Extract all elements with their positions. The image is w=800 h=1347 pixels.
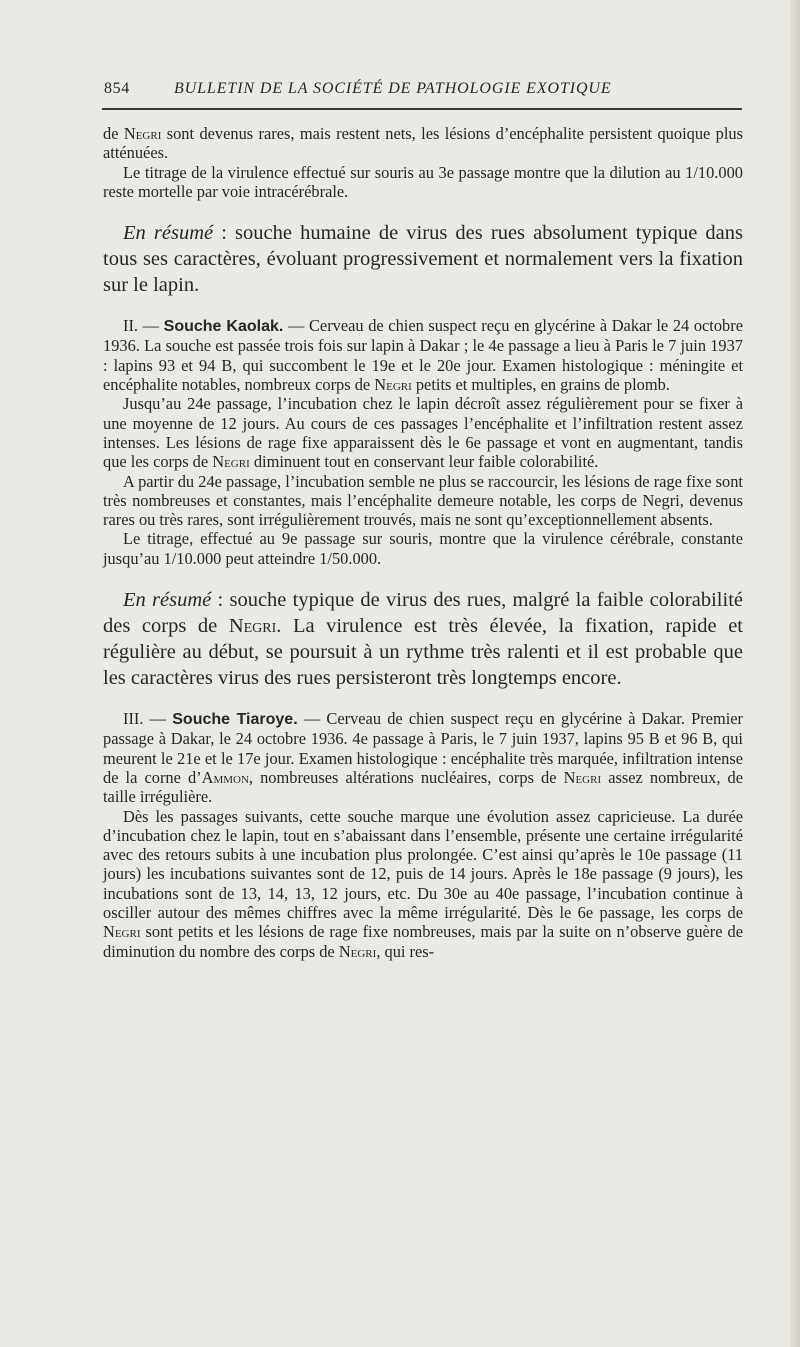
text: Dès les passages suivants, cette souche marque une évolution assez capricieuse. La durée d’incubation chez le lapin, tout en s’abaissant dans l’ensemble, présente une certaine irrégularité avec des retours subits à une incubation plus prolongée. C’est ainsi qu’après le 10e passage (11 jours) les incubations suivantes sont de 12, puis de 14 jours. Après le 18e passage (9 jours), les incubations sont de 13, 14, 13, 12 jours, etc. Du 30e au 40e passage, l’incubation continue à osciller autour des mêmes chiffres avec la même irrégularité. Dès le 6e passage, les corps de xyxy=(103,806,743,923)
text: — Cerveau de chien suspect reçu en glycérine à Dakar. Premier passage à Dakar, le 24 octobre 1936. 4e passage à Paris, le 7 juin 1937, lapins 95 B et 96 B, qui meurent le 21e et le 17e jour. Examen histologique : encéphalite très marquée, infiltration intense de la corne d’ xyxy=(103,709,743,787)
section-paragraph xyxy=(103,709,743,806)
text: de xyxy=(103,124,124,143)
proper-name: Negri xyxy=(374,375,412,395)
paragraph xyxy=(103,124,743,163)
proper-name: Ammon xyxy=(201,767,249,787)
article-body xyxy=(103,124,743,961)
proper-name: Negri xyxy=(103,922,141,942)
text: — Cerveau de chien suspect reçu en glycérine à Dakar le 24 octobre 1936. La souche est passée trois fois sur lapin à Dakar ; le 4e passage a lieu à Paris le 7 juin 1937 : lapins 93 et 94 B, qui succombent le 19e et le 20e jour. Examen histologique : méningite et encéphalite notables, nombreux corps de xyxy=(103,316,743,395)
text: Jusqu’au 24e passage, l’incubation chez le lapin décroît assez régulièrement pour se fixer à une moyenne de 12 jours. Au cours de ces passages l’encéphalite et l’infiltration restent assez intenses. Les lésions de rage fixe apparaissent dès le 6e passage et vont en augmentant, tandis que les corps de xyxy=(103,394,743,472)
section-number: II. — xyxy=(123,316,164,336)
page-number: 854 xyxy=(104,80,130,97)
summary-lead: En résumé xyxy=(123,589,212,612)
paragraph: Le titrage, effectué au 9e passage sur souris, montre que la virulence cérébrale, constante jusqu’au 1/10.000 peut atteindre 1/50.000. xyxy=(103,529,743,568)
text: petits et multiples, en grains de plomb. xyxy=(411,375,670,395)
proper-name: Negri xyxy=(563,767,602,787)
text: . La virulence est très élevée, la fixation, rapide et régulière au début, se poursuit à un rythme très ralenti et il est probable que les caractères virus des rues persisteront très longtemps encore. xyxy=(103,615,743,690)
header-rule xyxy=(102,108,742,110)
proper-name: Negri xyxy=(123,124,162,143)
section-heading: Souche Kaolak. xyxy=(163,318,284,336)
proper-name: Negri xyxy=(228,615,277,638)
text: , nombreuses altérations nucléaires, corps de xyxy=(248,767,564,787)
text: : souche typique de virus des rues, malgré la faible colorabilité des corps de xyxy=(103,589,743,638)
summary-lead: En résumé xyxy=(123,222,214,245)
text: diminuent tout en conservant leur faible colorabilité. xyxy=(249,452,599,472)
section-paragraph xyxy=(103,316,743,394)
text: sont devenus rares, mais restent nets, les lésions d’encéphalite persistent quoique plus atténuées. xyxy=(103,124,743,163)
section-number: III. — xyxy=(123,709,173,729)
text: assez nombreux, de taille irrégulière. xyxy=(103,767,743,807)
text: sont petits et les lésions de rage fixe nombreuses, mais par la suite on n’observe guère de diminution du nombre des corps de xyxy=(103,922,743,961)
text: : souche humaine de virus des rues absolument typique dans tous ses caractères, évoluant progressivement et normalement vers la fixation sur le lapin. xyxy=(103,222,743,297)
journal-title: BULLETIN DE LA SOCIÉTÉ DE PATHOLOGIE EXOTIQUE xyxy=(174,80,612,97)
paragraph xyxy=(103,394,743,471)
page-spine-shadow xyxy=(790,0,800,1347)
summary-paragraph xyxy=(103,587,743,691)
summary-paragraph xyxy=(103,220,743,298)
proper-name: Negri xyxy=(212,452,250,472)
paragraph: Le titrage de la virulence effectué sur souris au 3e passage montre que la dilution au 1/10.000 reste mortelle par voie intracérébrale. xyxy=(103,162,743,201)
section-heading: Souche Tiaroye. xyxy=(172,711,298,729)
paragraph: A partir du 24e passage, l’incubation semble ne plus se raccourcir, les lésions de rage fixe sont très nombreuses et constantes, mais l’encéphalite demeure notable, les corps de Negri, devenus rares ou très rares, sont irrégulièrement trouvés, mais ne sont qu’exceptionnellement absents. xyxy=(103,471,743,530)
text: , qui res- xyxy=(376,941,435,961)
proper-name: Negri xyxy=(338,941,377,961)
paragraph xyxy=(103,807,743,961)
